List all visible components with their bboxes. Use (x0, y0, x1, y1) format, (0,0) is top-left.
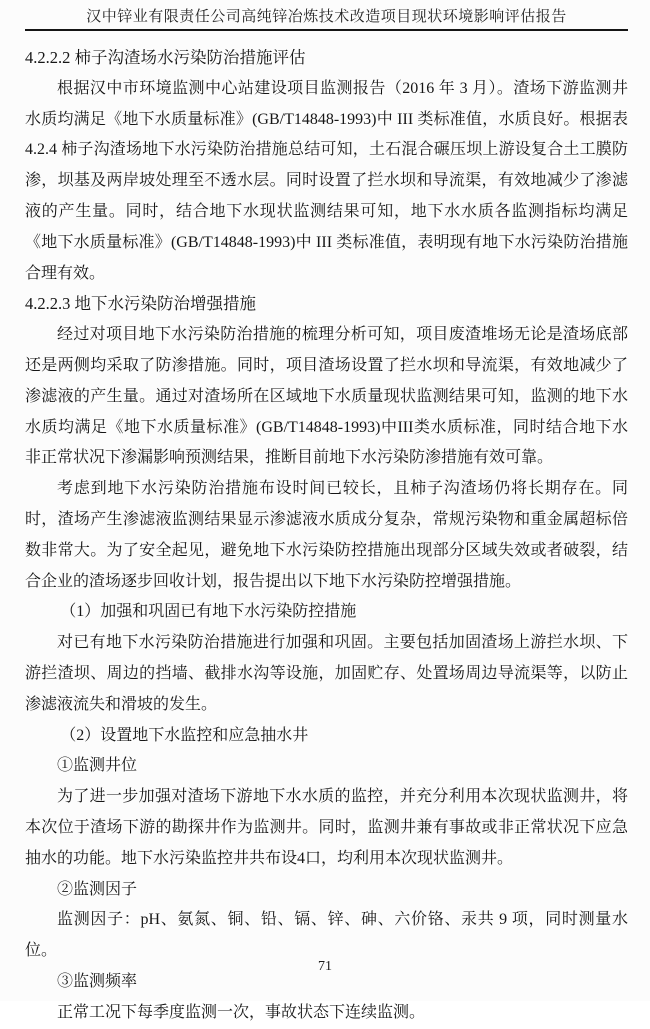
body-paragraph: 为了进一步加强对渣场下游地下水水质的监控，并充分利用本次现状监测井，将本次位于渣场下游的勘探井作为监测井。同时，监测井兼有事故或非正常状况下应急抽水的功能。地下水污染监控井共布设4口，均利用本次现状监测井。 (25, 788, 628, 867)
body-paragraph: 考虑到地下水污染防治措施布设时间已较长，且柿子沟渣场仍将长期存在。同时，渣场产生渗滤液监测结果显示渗滤液水质成分复杂，常规污染物和重金属超标倍数非常大。为了安全起见，避免地下水污染防控措施出现部分区域失效或者破裂，结合企业的渣场逐步回收计划，报告提出以下地下水污染防控增强措施。 (25, 480, 628, 590)
sub-item-monitor-freq: ③监测频率 (57, 972, 138, 990)
body-paragraph: 经过对项目地下水污染防治措施的梳理分析可知，项目废渣堆场无论是渣场底部还是两侧均采取了防渗措施。同时，项目渣场设置了拦水坝和导流渠，有效地减少了渗滤液的产生量。通过对渣场所在区域地下水质量现状监测结果可知，监测的地下水水质均满足《地下水质量标准》(GB/T14848-1993)中III类水质标准，同时结合地下水非正常状况下渗漏影响预测结果，推断目前地下水污染防渗措施有效可靠。 (25, 326, 628, 467)
page-footer (0, 957, 650, 975)
list-item-2: （2）设置地下水监控和应急抽水井 (60, 726, 309, 744)
sub-item-well-location: ①监测井位 (57, 757, 138, 775)
sub-item-monitor-factor: ②监测因子 (57, 880, 138, 898)
body-paragraph: 正常工况下每季度监测一次，事故状态下连续监测。 (57, 1003, 426, 1021)
section-heading-4-2-2-3: 4.2.2.3 地下水污染防治增强措施 (25, 294, 256, 314)
running-head-title: 汉中锌业有限责任公司高纯锌冶炼技术改造项目现状环境影响评估报告 (86, 9, 567, 25)
body-paragraph: 监测因子：pH、氨氮、铜、铅、镉、锌、砷、六价铬、汞共 9 项，同时测量水位。 (25, 911, 628, 960)
body-paragraph: 根据汉中市环境监测中心站建设项目监测报告（2016 年 3 月）。渣场下游监测井水质均满足《地下水质量标准》(GB/T14848-1993)中 III 类标准值，水质良好。根据表 4.2.4 柿子沟渣场地下水污染防治措施总结可知，土石混合碾压坝上游设复合土工膜防渗，坝基及两岸坡处理至不透水层。同时设置了拦水坝和导流渠，有效地减少了渗滤液的产生量。同时，结合地下水现状监测结果可知，地下水水质各监测指标均满足《地下水质量标准》(GB/T14848-1993)中 III 类标准值，表明现有地下水污染防治措施合理有效。 (25, 79, 628, 282)
page-header (25, 5, 628, 31)
list-item-1: （1）加强和巩固已有地下水污染防控措施 (60, 603, 357, 621)
section-heading-4-2-2-2: 4.2.2.2 柿子沟渣场水污染防治措施评估 (25, 48, 306, 67)
page-number: 71 (318, 959, 332, 974)
header-rule (25, 29, 628, 31)
body-paragraph: 对已有地下水污染防治措施进行加强和巩固。主要包括加固渣场上游拦水坝、下游拦渣坝、周边的挡墙、截排水沟等设施，加固贮存、处置场周边导流渠等，以防止渗滤液流失和滑坡的发生。 (25, 634, 628, 713)
page-body (25, 43, 628, 1029)
